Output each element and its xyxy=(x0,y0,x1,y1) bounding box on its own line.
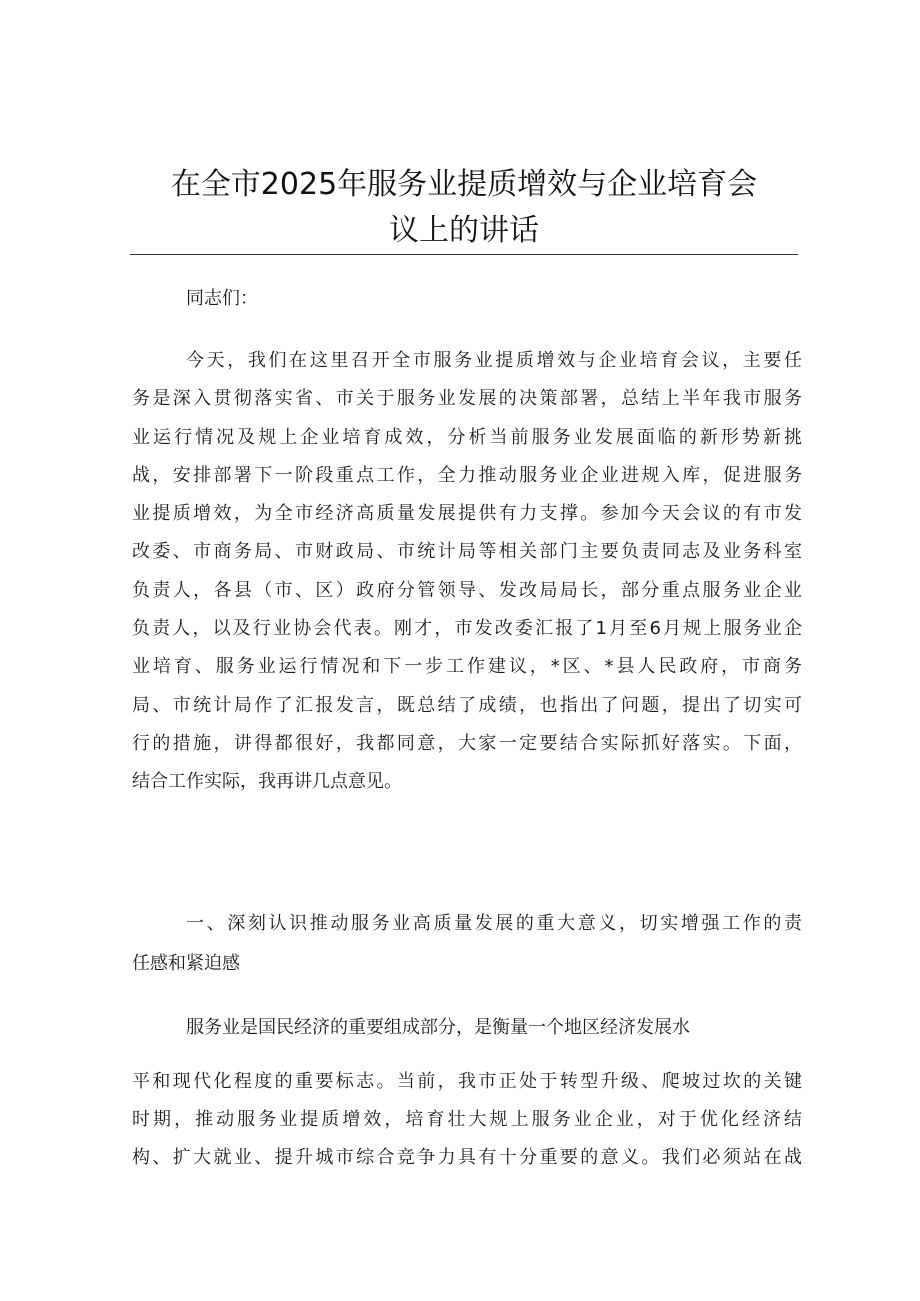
paragraph-line: 结合工作实际，我再讲几点意见。 xyxy=(132,771,402,793)
paragraph-line: 局、市统计局作了汇报发言，既总结了成绩，也指出了问题，提出了切实可 xyxy=(132,694,802,716)
paragraph-line: 构、扩大就业、提升城市综合竞争力具有十分重要的意义。我们必须站在战 xyxy=(132,1147,802,1168)
paragraph-line: 业运行情况及规上企业培育成效，分析当前服务业发展面临的新形势新挑 xyxy=(132,426,802,448)
paragraph-line: 平和现代化程度的重要标志。当前，我市正处于转型升级、爬坡过坎的关键 xyxy=(132,1071,802,1092)
paragraph-line: 改委、市商务局、市财政局、市统计局等相关部门主要负责同志及业务科室 xyxy=(132,541,802,563)
paragraph-line: 负责人，以及行业协会代表。刚才，市发改委汇报了1月至6月规上服务业企 xyxy=(132,618,802,640)
heading-line: 一、深刻认识推动服务业高质量发展的重大意义，切实增强工作的责 xyxy=(186,913,802,934)
paragraph-service-first-line xyxy=(132,1009,802,1047)
paragraph-line: 业提质增效，为全市经济高质量发展提供有力支撑。参加今天会议的有市发 xyxy=(132,503,802,525)
paragraph-line: 务是深入贯彻落实省、市关于服务业发展的决策部署，总结上半年我市服务 xyxy=(132,388,802,410)
salutation: 同志们： xyxy=(186,288,258,309)
paragraph-line: 服务业是国民经济的重要组成部分，是衡量一个地区经济发展水 xyxy=(186,1017,690,1038)
heading-line: 任感和紧迫感 xyxy=(132,953,240,974)
paragraph-line: 战，安排部署下一阶段重点工作，全力推动服务业企业进规入库，促进服务 xyxy=(132,464,802,486)
paragraph-line: 行的措施，讲得都很好，我都同意，大家一定要结合实际抓好落实。下面， xyxy=(132,732,802,754)
title-line-2: 议上的讲话 xyxy=(389,213,539,248)
document-title xyxy=(130,162,798,254)
paragraph-opening xyxy=(132,342,802,802)
paragraph-line: 今天，我们在这里召开全市服务业提质增效与企业培育会议，主要任 xyxy=(186,350,802,371)
section-heading-1 xyxy=(132,904,802,984)
paragraph-service-body xyxy=(132,1063,802,1177)
paragraph-line: 时期，推动服务业提质增效，培育壮大规上服务业企业，对于优化经济结 xyxy=(132,1109,802,1130)
paragraph-line: 业培育、服务业运行情况和下一步工作建议，*区、*县人民政府，市商务 xyxy=(132,656,802,678)
paragraph-line: 负责人，各县（市、区）政府分管领导、发改局局长，部分重点服务业企业 xyxy=(132,579,802,601)
title-line-1: 在全市2025年服务业提质增效与企业培育会 xyxy=(170,167,758,202)
title-underline xyxy=(130,254,798,255)
